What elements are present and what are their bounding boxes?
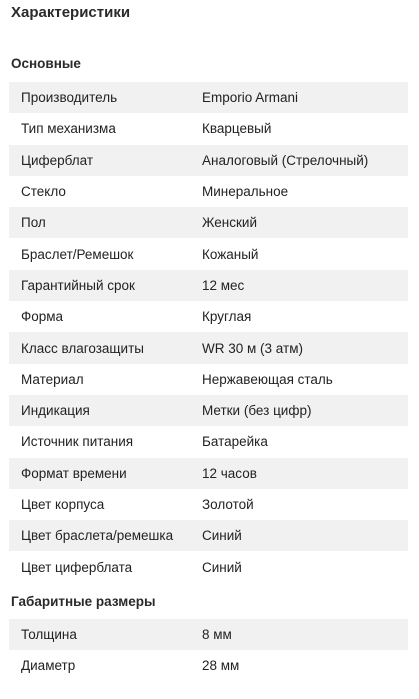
spec-row [9, 332, 408, 363]
spec-row [9, 489, 408, 520]
page-title: Характеристики [11, 4, 131, 21]
spec-name: Форма [21, 309, 64, 325]
spec-value: Кожаный [202, 246, 259, 262]
spec-row [9, 426, 408, 457]
spec-name: Цвет корпуса [21, 497, 105, 512]
spec-value: WR 30 м (3 атм) [202, 340, 303, 356]
spec-value: Синий [202, 528, 242, 544]
section-title-main: Основные [11, 56, 81, 71]
spec-name: Толщина [21, 627, 77, 643]
spec-row [9, 82, 408, 113]
spec-name: Материал [21, 371, 84, 387]
spec-name: Производитель [21, 90, 118, 106]
spec-value: Круглая [202, 309, 252, 325]
spec-value: 12 часов [202, 465, 257, 481]
spec-value: Синий [202, 559, 242, 575]
spec-value: Emporio Armani [202, 90, 299, 106]
specs-table-main [9, 82, 408, 583]
spec-row [9, 301, 408, 332]
spec-value: Метки (без цифр) [202, 403, 312, 419]
spec-row [9, 113, 408, 144]
spec-row [9, 395, 408, 426]
spec-name: Формат времени [21, 465, 127, 481]
spec-value: 28 мм [202, 658, 240, 674]
spec-value: Аналоговый (Стрелочный) [202, 152, 369, 168]
spec-name: Источник питания [21, 434, 134, 450]
spec-row [9, 458, 408, 489]
spec-name: Пол [21, 215, 46, 231]
spec-value: 12 мес [202, 277, 245, 293]
spec-row [9, 270, 408, 301]
spec-name: Циферблат [21, 152, 94, 168]
spec-name: Класс влагозащиты [21, 340, 144, 356]
spec-name: Гарантийный срок [21, 277, 135, 293]
spec-value: Минеральное [202, 184, 289, 200]
spec-value: Батарейка [202, 434, 268, 450]
spec-name: Цвет циферблата [21, 559, 133, 575]
section-title-dimensions: Габаритные размеры [11, 594, 156, 609]
spec-value: Нержавеющая сталь [202, 371, 333, 387]
spec-row [9, 145, 408, 176]
spec-name: Стекло [21, 184, 66, 200]
spec-value: 8 мм [202, 627, 232, 643]
spec-row [9, 364, 408, 395]
spec-name: Индикация [21, 403, 90, 419]
spec-row [9, 551, 408, 582]
spec-name: Диаметр [21, 658, 76, 674]
spec-row [9, 176, 408, 207]
spec-value: Кварцевый [202, 121, 272, 137]
spec-row [9, 238, 408, 269]
spec-row [9, 520, 408, 551]
spec-name: Браслет/Ремешок [21, 246, 134, 262]
spec-value: Золотой [202, 497, 254, 512]
spec-value: Женский [202, 215, 258, 231]
spec-row [9, 619, 408, 650]
spec-name: Цвет браслета/ремешка [21, 528, 174, 544]
spec-row [9, 207, 408, 238]
spec-row [9, 650, 408, 681]
specs-table-dimensions [9, 619, 408, 682]
spec-name: Тип механизма [21, 121, 116, 137]
